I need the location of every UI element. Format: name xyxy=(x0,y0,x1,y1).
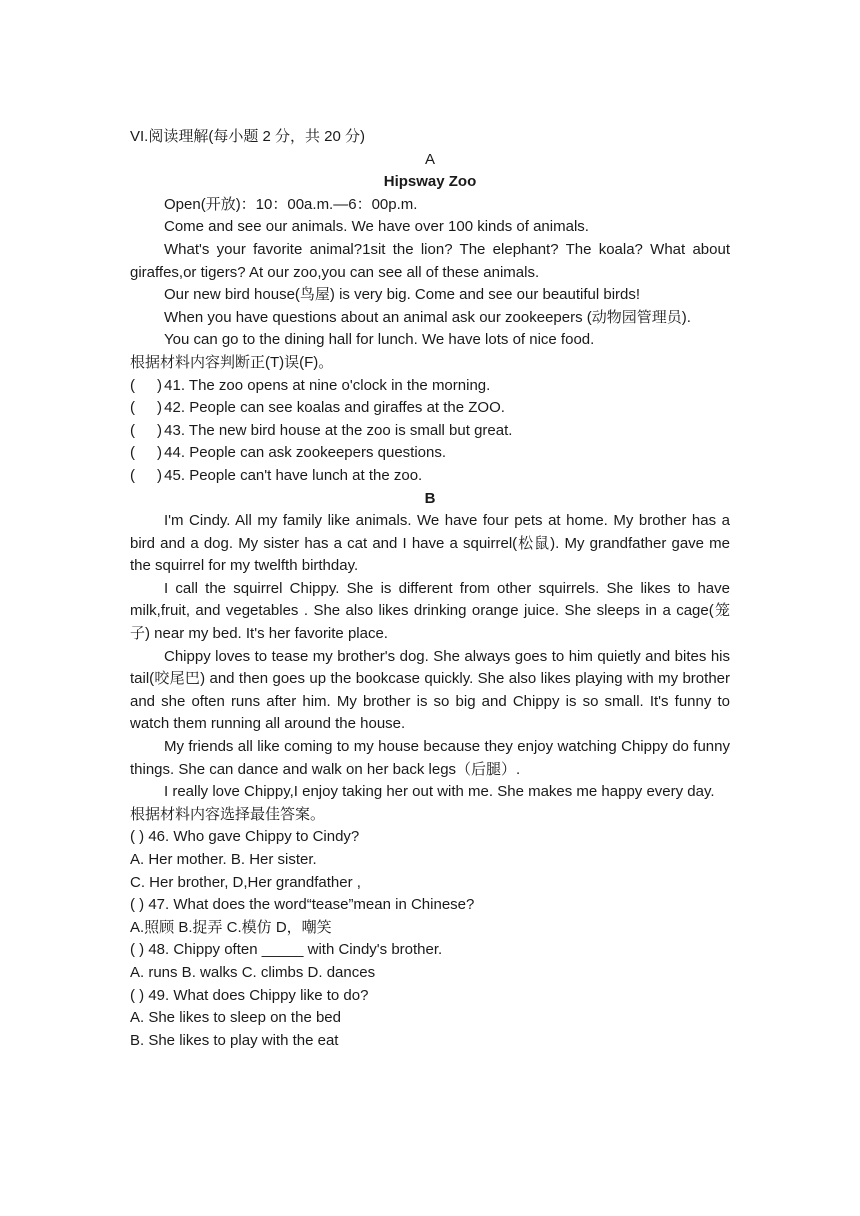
question-41: ( ) 41. The zoo opens at nine o'clock in the morning. xyxy=(130,375,730,398)
answer-blank[interactable]: ( ) xyxy=(130,444,162,462)
part-b-label: B xyxy=(424,489,436,507)
question-line: ( ) 49. What does Chippy like to do? xyxy=(130,986,369,1004)
part-b-paragraph: I really love Chippy,I enjoy taking her out with me. She makes me happy every day. xyxy=(164,783,715,801)
part-b-paragraph: I call the squirrel Chippy. She is different from other squirrels. She likes to have milk,fruit, and vegetables . She also likes drinking orange juice. She sleeps in a cage(笼子) near my bed. It's her favorite place. xyxy=(130,579,730,643)
part-a-label: A xyxy=(424,150,435,168)
part-a-paragraph: Open(开放)：10：00a.m.—6：00p.m. xyxy=(164,195,418,213)
option-line: B. She likes to play with the eat xyxy=(130,1031,339,1049)
part-b-paragraph: Chippy loves to tease my brother's dog. She always goes to him quietly and bites his tail(咬尾巴) and then goes up the bookcase quickly. She also likes playing with my brother and she often runs after him. My brother is so big and Chippy is so small. It's funny to watch them running all around the house. xyxy=(130,647,730,733)
part-a-title: Hipsway Zoo xyxy=(383,173,477,191)
question-line: ( ) 48. Chippy often _____ with Cindy's brother. xyxy=(130,941,443,959)
part-b-instruction: 根据材料内容选择最佳答案。 xyxy=(130,805,326,823)
question-43: ( ) 43. The new bird house at the zoo is small but great. xyxy=(130,420,730,443)
document-page xyxy=(130,126,730,1052)
option-line: A. runs B. walks C. climbs D. dances xyxy=(130,963,376,981)
answer-blank[interactable]: ( ) xyxy=(130,399,162,417)
answer-blank[interactable]: ( ) xyxy=(130,421,162,439)
question-45: ( ) 45. People can't have lunch at the zoo. xyxy=(130,465,730,488)
option-line: A. She likes to sleep on the bed xyxy=(130,1009,341,1027)
option-line: C. Her brother, D,Her grandfather , xyxy=(130,873,361,891)
part-a-paragraph: Come and see our animals. We have over 100 kinds of animals. xyxy=(164,218,589,236)
question-42: ( ) 42. People can see koalas and giraffes at the ZOO. xyxy=(130,397,730,420)
question-line: ( ) 47. What does the word“tease”mean in Chinese? xyxy=(130,896,475,914)
option-line: A. Her mother. B. Her sister. xyxy=(130,851,317,868)
part-a-paragraph: What's your favorite animal?1sit the lion? The elephant? The koala? What about giraffes,or tigers? At our zoo,you can see all of these animals. xyxy=(130,240,730,281)
question-line: ( ) 46. Who gave Chippy to Cindy? xyxy=(130,828,360,846)
answer-blank[interactable]: ( ) xyxy=(130,466,162,484)
answer-blank[interactable]: ( ) xyxy=(130,376,162,394)
part-a-instruction: 根据材料内容判断正(T)误(F)。 xyxy=(130,353,334,371)
part-a-paragraph: Our new bird house(鸟屋) is very big. Come and see our beautiful birds! xyxy=(164,286,641,304)
part-b-paragraph: My friends all like coming to my house because they enjoy watching Chippy do funny things. She can dance and walk on her back legs（后腿）. xyxy=(130,738,730,778)
option-line: A.照顾 B.捉弄 C.模仿 D，嘲笑 xyxy=(130,918,332,936)
section-title: VI.阅读理解(每小题 2 分，共 20 分) xyxy=(130,128,366,145)
part-a-paragraph: When you have questions about an animal ask our zookeepers (动物园管理员). xyxy=(164,308,691,326)
part-a-paragraph: You can go to the dining hall for lunch. We have lots of nice food. xyxy=(164,331,595,349)
question-44: ( ) 44. People can ask zookeepers questions. xyxy=(130,442,730,465)
part-b-paragraph: I'm Cindy. All my family like animals. We have four pets at home. My brother has a bird and a dog. My sister has a cat and I have a squirrel(松鼠). My grandfather gave me the squirrel for my twelfth birthday. xyxy=(130,512,730,575)
